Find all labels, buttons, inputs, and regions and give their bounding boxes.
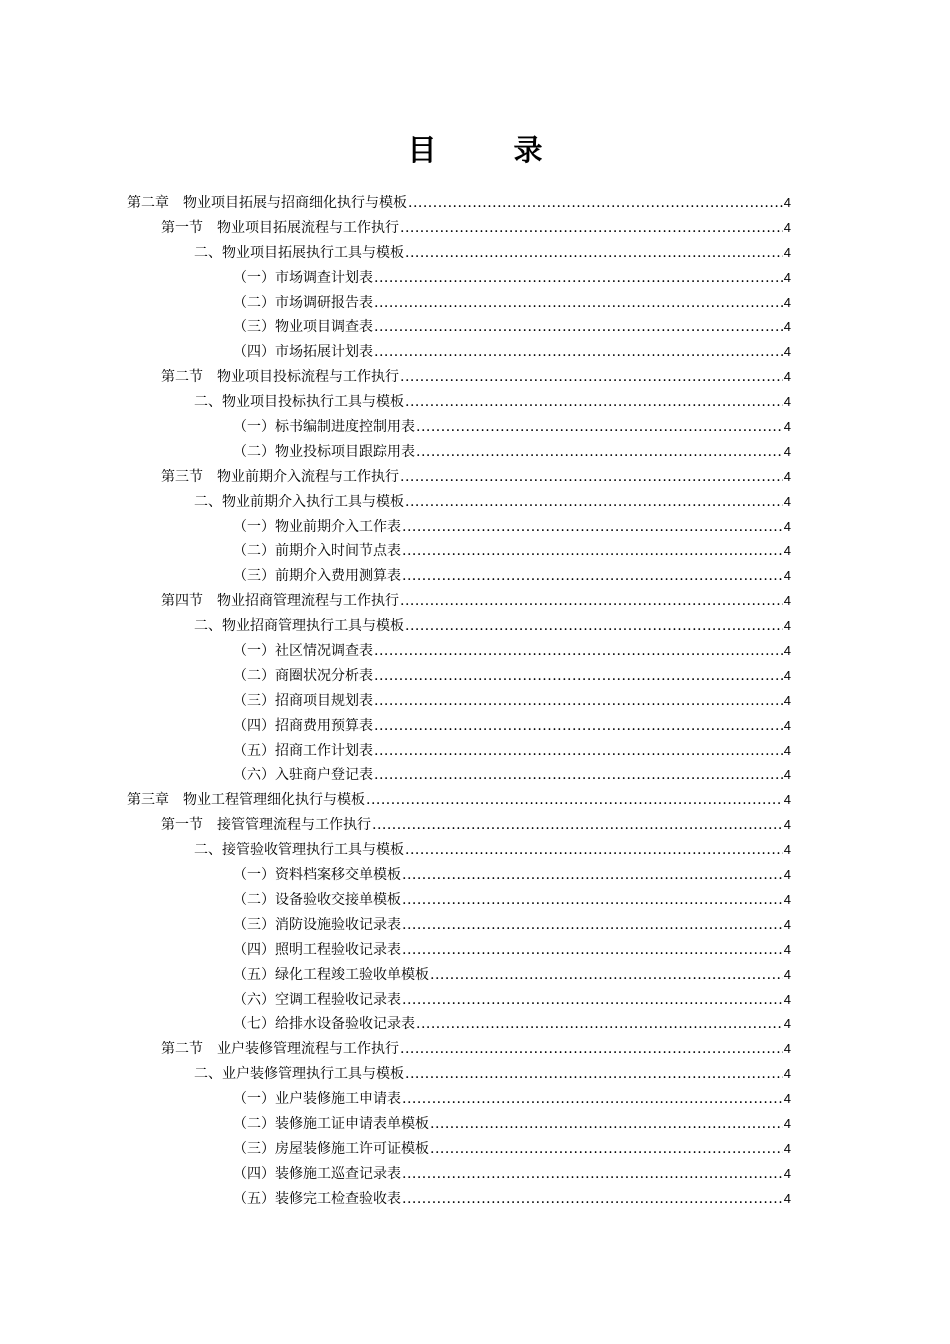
toc-entry[interactable] <box>127 639 791 664</box>
toc-page-number: 4 <box>783 219 791 235</box>
toc-page-number: 4 <box>783 1140 791 1156</box>
toc-page-number: 4 <box>783 1091 791 1107</box>
toc-page-number: 4 <box>783 443 791 459</box>
dot-leader <box>430 963 783 988</box>
toc-entry-text: （一）物业前期介入工作表 <box>233 518 401 535</box>
toc-entry-text: （三）房屋装修施工许可证模板 <box>233 1140 429 1157</box>
toc-entry[interactable] <box>127 490 791 515</box>
dot-leader <box>402 888 783 913</box>
dot-leader <box>402 1087 783 1112</box>
toc-entry-text: （三）招商项目规划表 <box>233 692 373 709</box>
dot-leader <box>402 913 783 938</box>
toc-entry-text: （六）入驻商户登记表 <box>233 767 373 784</box>
dot-leader <box>416 415 783 440</box>
toc-page-number: 4 <box>783 767 791 783</box>
toc-entry-text: （一）社区情况调查表 <box>233 643 373 660</box>
dot-leader <box>400 216 783 241</box>
toc-entry[interactable] <box>127 515 791 540</box>
dot-leader <box>402 988 783 1013</box>
toc-entry[interactable] <box>127 689 791 714</box>
toc-entry[interactable] <box>127 589 791 614</box>
toc-entry[interactable] <box>127 241 791 266</box>
toc-entry[interactable] <box>127 266 791 291</box>
toc-entry[interactable] <box>127 714 791 739</box>
toc-entry-text: （五）绿化工程竣工验收单模板 <box>233 966 429 983</box>
dot-leader <box>374 291 783 316</box>
toc-page-number: 4 <box>783 667 791 683</box>
toc-entry-text: （一）业户装修施工申请表 <box>233 1091 401 1108</box>
dot-leader <box>402 564 783 589</box>
toc-entry-text: （五）装修完工检查验收表 <box>233 1190 401 1207</box>
toc-entry-text: （四）招商费用预算表 <box>233 717 373 734</box>
toc-page-number: 4 <box>783 294 791 310</box>
toc-entry[interactable] <box>127 465 791 490</box>
toc-entry-text: （三）物业项目调查表 <box>233 319 373 336</box>
toc-entry[interactable] <box>127 1112 791 1137</box>
dot-leader <box>405 614 783 639</box>
toc-entry[interactable] <box>127 216 791 241</box>
toc-entry[interactable] <box>127 539 791 564</box>
toc-page-number: 4 <box>783 692 791 708</box>
toc-page-number: 4 <box>783 966 791 982</box>
toc-entry[interactable] <box>127 1187 791 1212</box>
toc-page-number: 4 <box>783 319 791 335</box>
toc-page-number: 4 <box>783 244 791 260</box>
toc-page-number: 4 <box>783 817 791 833</box>
toc-entry[interactable] <box>127 664 791 689</box>
toc-page-number: 4 <box>783 568 791 584</box>
toc-entry-text: （四）市场拓展计划表 <box>233 344 373 361</box>
toc-entry-text: 二、物业前期介入执行工具与模板 <box>194 493 404 510</box>
toc-entry-text: （一）市场调查计划表 <box>233 269 373 286</box>
toc-entry[interactable] <box>127 191 791 216</box>
toc-entry-text: （二）商圈状况分析表 <box>233 667 373 684</box>
toc-page-number: 4 <box>783 1041 791 1057</box>
toc-entry-text: （二）前期介入时间节点表 <box>233 543 401 560</box>
toc-page-number: 4 <box>783 419 791 435</box>
toc-title: 目 录 <box>407 133 567 167</box>
toc-entry-text: 二、物业项目拓展执行工具与模板 <box>194 244 404 261</box>
toc-entry-text: （四）照明工程验收记录表 <box>233 941 401 958</box>
toc-page-number: 4 <box>783 717 791 733</box>
dot-leader <box>374 714 783 739</box>
toc-page-number: 4 <box>783 195 791 210</box>
toc-entry[interactable] <box>127 813 791 838</box>
dot-leader <box>374 664 783 689</box>
toc-entry[interactable] <box>127 788 791 813</box>
toc-entry-text: 第二节 物业项目投标流程与工作执行 <box>161 369 399 386</box>
toc-entry[interactable] <box>127 440 791 465</box>
toc-page-number: 4 <box>783 991 791 1007</box>
toc-entry-text: （五）招商工作计划表 <box>233 742 373 759</box>
toc-entry-text: （二）装修施工证申请表单模板 <box>233 1115 429 1132</box>
toc-entry-text: （一）标书编制进度控制用表 <box>233 419 415 436</box>
dot-leader <box>400 365 783 390</box>
dot-leader <box>374 266 783 291</box>
dot-leader <box>402 1162 783 1187</box>
toc-page-number: 4 <box>783 1066 791 1082</box>
dot-leader <box>374 639 783 664</box>
dot-leader <box>374 739 783 764</box>
toc-entry-text: （二）设备验收交接单模板 <box>233 891 401 908</box>
toc-entry[interactable] <box>127 963 791 988</box>
dot-leader <box>402 1187 783 1212</box>
toc-entry-text: 二、物业项目投标执行工具与模板 <box>194 394 404 411</box>
dot-leader <box>402 938 783 963</box>
dot-leader <box>430 1112 783 1137</box>
toc-page-number: 4 <box>783 941 791 957</box>
toc-entry[interactable] <box>127 390 791 415</box>
toc-entry-text: 第一节 接管管理流程与工作执行 <box>161 817 371 834</box>
toc-entry[interactable] <box>127 564 791 589</box>
dot-leader <box>366 788 783 813</box>
dot-leader <box>374 763 783 788</box>
toc-entry-text: （三）消防设施验收记录表 <box>233 916 401 933</box>
dot-leader <box>405 1062 783 1087</box>
toc-entry[interactable] <box>127 863 791 888</box>
toc-entry[interactable] <box>127 415 791 440</box>
toc-entry-text: （二）物业投标项目跟踪用表 <box>233 443 415 460</box>
dot-leader <box>405 490 783 515</box>
toc-page-number: 4 <box>783 269 791 285</box>
toc-entry[interactable] <box>127 1162 791 1187</box>
toc-page-number: 4 <box>783 493 791 509</box>
dot-leader <box>400 589 783 614</box>
toc-entry-text: （六）空调工程验收记录表 <box>233 991 401 1008</box>
toc-page-number: 4 <box>783 742 791 758</box>
toc-entry[interactable] <box>127 365 791 390</box>
table-of-contents <box>127 191 791 1212</box>
toc-entry[interactable] <box>127 988 791 1013</box>
toc-page-number: 4 <box>783 643 791 659</box>
toc-entry-text: 第三章 物业工程管理细化执行与模板 <box>127 792 365 809</box>
dot-leader <box>400 1037 783 1062</box>
toc-entry-text: （三）前期介入费用测算表 <box>233 568 401 585</box>
toc-entry-text: 第二节 业户装修管理流程与工作执行 <box>161 1041 399 1058</box>
toc-entry[interactable] <box>127 1087 791 1112</box>
toc-entry[interactable] <box>127 1062 791 1087</box>
toc-page-number: 4 <box>783 1190 791 1206</box>
toc-entry-text: （七）给排水设备验收记录表 <box>233 1016 415 1033</box>
toc-entry-text: 第四节 物业招商管理流程与工作执行 <box>161 593 399 610</box>
dot-leader <box>400 465 783 490</box>
toc-entry-text: 第一节 物业项目拓展流程与工作执行 <box>161 219 399 236</box>
toc-entry[interactable] <box>127 340 791 365</box>
toc-page-number: 4 <box>783 468 791 484</box>
toc-entry-text: 二、业户装修管理执行工具与模板 <box>194 1066 404 1083</box>
toc-page-number: 4 <box>783 1115 791 1131</box>
toc-entry-text: 第二章 物业项目拓展与招商细化执行与模板 <box>127 195 407 211</box>
dot-leader <box>405 838 783 863</box>
toc-entry[interactable] <box>127 1037 791 1062</box>
toc-entry[interactable] <box>127 913 791 938</box>
toc-entry[interactable] <box>127 291 791 316</box>
toc-entry-text: 二、物业招商管理执行工具与模板 <box>194 618 404 635</box>
toc-entry[interactable] <box>127 1012 791 1037</box>
toc-entry-text: （一）资料档案移交单模板 <box>233 867 401 884</box>
toc-page-number: 4 <box>783 593 791 609</box>
dot-leader <box>430 1137 783 1162</box>
toc-entry-text: 二、接管验收管理执行工具与模板 <box>194 842 404 859</box>
toc-page-number: 4 <box>783 916 791 932</box>
toc-page-number: 4 <box>783 344 791 360</box>
toc-entry-text: 第三节 物业前期介入流程与工作执行 <box>161 468 399 485</box>
toc-page-number: 4 <box>783 1165 791 1181</box>
dot-leader <box>374 689 783 714</box>
dot-leader <box>408 191 783 216</box>
dot-leader <box>402 515 783 540</box>
toc-page-number: 4 <box>783 394 791 410</box>
toc-page-number: 4 <box>783 867 791 883</box>
toc-entry[interactable] <box>127 1137 791 1162</box>
toc-entry[interactable] <box>127 315 791 340</box>
dot-leader <box>402 539 783 564</box>
toc-page-number: 4 <box>783 842 791 858</box>
toc-entry[interactable] <box>127 763 791 788</box>
toc-entry[interactable] <box>127 838 791 863</box>
dot-leader <box>405 241 783 266</box>
toc-page-number: 4 <box>783 369 791 385</box>
toc-page-number: 4 <box>783 1016 791 1032</box>
toc-entry[interactable] <box>127 739 791 764</box>
toc-page-number: 4 <box>783 891 791 907</box>
toc-page-number: 4 <box>783 618 791 634</box>
dot-leader <box>372 813 783 838</box>
dot-leader <box>374 315 783 340</box>
toc-entry[interactable] <box>127 938 791 963</box>
toc-entry[interactable] <box>127 614 791 639</box>
dot-leader <box>416 440 783 465</box>
dot-leader <box>416 1012 783 1037</box>
toc-entry[interactable] <box>127 888 791 913</box>
toc-page-number: 4 <box>783 543 791 559</box>
toc-entry-text: （四）装修施工巡查记录表 <box>233 1165 401 1182</box>
dot-leader <box>374 340 783 365</box>
toc-entry-text: （二）市场调研报告表 <box>233 294 373 311</box>
toc-page-number: 4 <box>783 518 791 534</box>
dot-leader <box>405 390 783 415</box>
toc-page-number: 4 <box>783 792 791 808</box>
dot-leader <box>402 863 783 888</box>
